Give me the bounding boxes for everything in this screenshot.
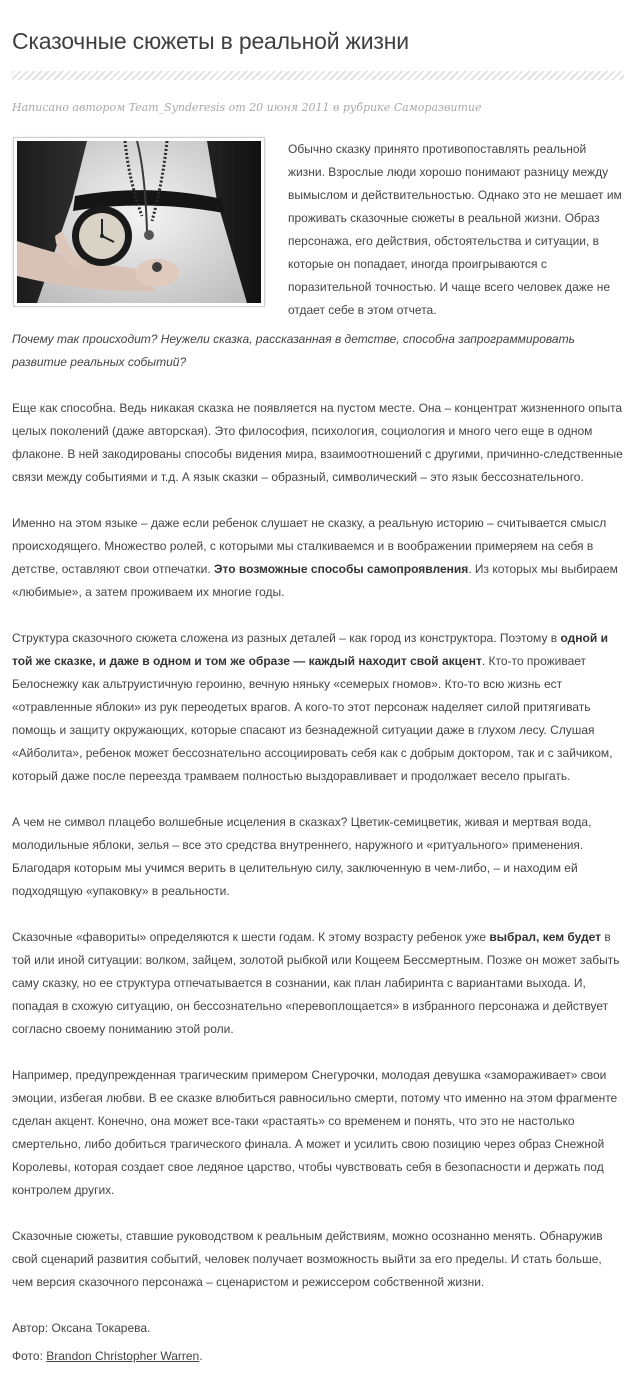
- paragraph-4: А чем не символ плацебо волшебные исцеления в сказках? Цветик-семицветик, живая и мертвая вода, молодильные яблоки, зелья – все это средства внутреннего, наружного и «ритуального» применения. Благодаря которым мы учимся верить в целительную силу, заключенную в чем-либо, – и находим ей подходящую «упаковку» в реальности.: [12, 815, 592, 898]
- title-divider: [12, 71, 624, 80]
- post-title: Сказочные сюжеты в реальной жизни: [12, 28, 409, 54]
- post-meta: Написано автором Team_Synderesis от 20 июня 2011 в рубрике Саморазвитие: [12, 101, 482, 114]
- article-body: [12, 328, 624, 1373]
- paragraph-5-bold: выбрал, кем будет: [489, 930, 602, 944]
- woman-with-clock-photo: [17, 141, 261, 303]
- author-credit: Автор: Оксана Токарева.: [12, 1321, 151, 1335]
- paragraph-7: Сказочные сюжеты, ставшие руководством к реальным действиям, можно осознанно менять. Обнаружив свой сценарий развития событий, человек получает возможность выйти за его пределы. И стать больше, чем версия сказочного персонажа – сценаристом и режиссером собственной жизни.: [12, 1229, 603, 1289]
- paragraph-2: [12, 512, 624, 604]
- paragraph-3: [12, 627, 624, 788]
- paragraph-2-bold: Это возможные способы самопроявления: [214, 562, 469, 576]
- photographer-link[interactable]: Brandon Christopher Warren: [46, 1349, 200, 1363]
- paragraph-6: Например, предупрежденная трагическим примером Снегурочки, молодая девушка «замораживает» свои эмоции, избегая любви. В ее сказке влюбиться равносильно смерти, потому что именно на этом фрагменте сделан акцент. Конечно, она может все-таки «растаять» со временем и понять, что это не настолько смертельно, либо добиться трагического финала. А может и усилить свою позицию через образ Снежной Королевы, которая создает свое ледяное царство, чтобы чувствовать себя в безопасности и держать под контролем других.: [12, 1068, 618, 1197]
- paragraph-3-bold: одной и той же сказке, и даже в одном и том же образе — каждый находит свой акцент: [12, 631, 608, 668]
- photo-credit-label: Фото:: [12, 1349, 47, 1363]
- paragraph-1: Еще как способна. Ведь никакая сказка не появляется на пустом месте. Она – концентрат жизненного опыта целых поколений (даже авторская). Это философия, психология, социология и много чего еще в одном флаконе. В ней закодированы способы видения мира, взаимоотношений с другими, причинно-следственные связи между событиями и т.д. А язык сказки – образный, символический – это язык бессознательного.: [12, 401, 623, 484]
- paragraph-5: [12, 926, 624, 1041]
- question-paragraph: Почему так происходит? Неужели сказка, рассказанная в детстве, способна запрограммировать развитие реальных событий?: [12, 332, 575, 369]
- paragraph-5-text-c: в той или иной ситуации: волком, зайцем, золотой рыбкой или Кощеем Бессмертным. Позже он может забыть саму сказку, но ее структура отпечатывается в сознании, как план лабиринта с вариантами выхода. И, попадая в схожую ситуацию, он бессознательно «перевоплощается» в избранного персонажа и действует согласно своему пониманию этой роли.: [12, 930, 620, 1036]
- photo-credit: [12, 1345, 624, 1368]
- paragraph-5-text-a: Сказочные «фавориты» определяются к шести годам. К этому возрасту ребенок уже: [12, 930, 490, 944]
- paragraph-2-text-a: Именно на этом языке – даже если ребенок слушает не сказку, а реальную историю – считывается смысл происходящего. Множество ролей, с которыми мы сталкиваемся и в воображении примеряем на себя в детстве, оставляют свои отпечатки.: [12, 516, 607, 576]
- article-photo: [13, 137, 265, 307]
- paragraph-3-text-c: . Кто-то проживает Белоснежку как альтруистичную героиню, вечную няньку «семерых гномов». Кто-то всю жизнь ест «отравленные яблоки» из рук переодетых врагов. А кого-то этот персонаж наделяет силой притягивать помощь и защиту окружающих, которые спасают из безнадежной ситуации даже в глухом лесу. Слушая «Айболита», ребенок может бессознательно ассоциировать себя как с добрым доктором, так и с зайчиком, который даже после переезда трамваем полностью выздоравливает и продолжает весело прыгать.: [12, 654, 613, 783]
- paragraph-3-text-a: Структура сказочного сюжета сложена из разных деталей – как город из конструктора. Поэтому в: [12, 631, 561, 645]
- photo-credit-end: .: [199, 1349, 203, 1363]
- paragraph-2-text-c: . Из которых мы выбираем «любимые», а затем проживаем их многие годы.: [12, 562, 618, 599]
- intro-paragraph: Обычно сказку принято противопоставлять реальной жизни. Взрослые люди хорошо понимают разницу между вымыслом и действительностью. Однако это не мешает им проживать сказочные сюжеты в реальной жизни. Образ персонажа, его действия, обстоятельства и ситуации, в которые он попадает, иногда проигрываются с поразительной точностью. И чаще всего человек даже не отдает себе в этом отчета.: [288, 142, 622, 317]
